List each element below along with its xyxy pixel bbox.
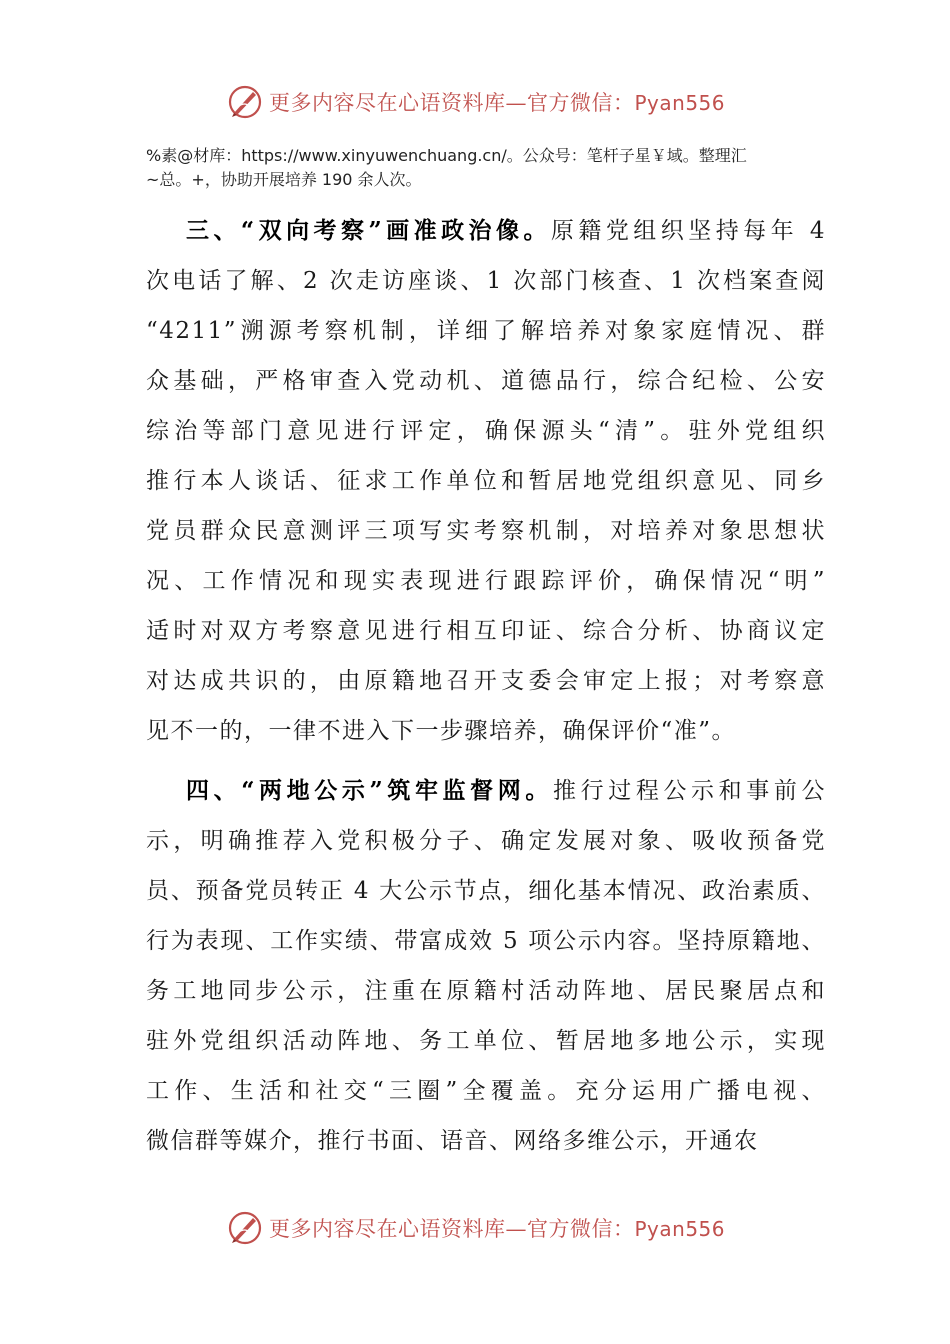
wechat-id: Pyan556 [634,91,725,115]
section-3-heading: 三、“双向考察”画准政治像。 [186,217,551,244]
section-3-first-line: 三、“双向考察”画准政治像。原籍党组织坚持每年 4 [186,217,826,244]
pen-logo-icon [225,82,265,122]
paragraph-line: 示，明确推荐入党积极分子、确定发展对象、吸收预备党 [146,828,826,854]
paragraph-line: 综治等部门意见进行评定，确保源头“清”。驻外党组织 [146,418,826,444]
paragraph-line: “4211”溯源考察机制，详细了解培养对象家庭情况、群 [146,318,826,344]
paragraph-line: 党员群众民意测评三项写实考察机制，对培养对象思想状 [146,518,826,544]
section-3 [146,206,826,756]
section-4 [146,766,826,1166]
paragraph-line: 众基础，严格审查入党动机、道德品行，综合纪检、公安 [146,368,826,394]
paragraph-line: 况、工作情况和现实表现进行跟踪评价，确保情况“明” [146,568,826,594]
paragraph-line: 适时对双方考察意见进行相互印证、综合分析、协商议定 [146,618,826,644]
header-note-line: %素@材库：https://www.xinyuwenchuang.cn/。公众号：笔杆子星￥域。整理汇 [146,146,747,165]
paragraph-line: 行为表现、工作实绩、带富成效 5 项公示内容。坚持原籍地、 [146,928,826,954]
section-4-first-line: 四、“两地公示”筑牢监督网。推行过程公示和事前公 [186,777,826,804]
header-note [146,144,826,192]
section-4-heading: 四、“两地公示”筑牢监督网。 [186,777,553,804]
footer-banner [0,1208,950,1248]
pen-logo-icon [225,1208,265,1248]
paragraph-line: 次电话了解、2 次走访座谈、1 次部门核查、1 次档案查阅 [146,268,826,294]
paragraph-line: 员、预备党员转正 4 大公示节点，细化基本情况、政治素质、 [146,878,826,904]
paragraph-line: 务工地同步公示，注重在原籍村活动阵地、居民聚居点和 [146,978,826,1004]
banner-text: 更多内容尽在心语资料库—官方微信：Pyan556 [268,1217,725,1241]
wechat-id: Pyan556 [634,1217,725,1241]
paragraph-line: 工作、生活和社交“三圈”全覆盖。充分运用广播电视、 [146,1078,826,1104]
header-banner [0,82,950,122]
paragraph-line: 微信群等媒介，推行书面、语音、网络多维公示，开通农 [146,1128,759,1154]
paragraph-line: 对达成共识的，由原籍地召开支委会审定上报；对考察意 [146,668,826,694]
paragraph-line: 推行本人谈话、征求工作单位和暂居地党组织意见、同乡 [146,468,826,494]
header-note-line: ~总。+，协助开展培养 190 余人次。 [146,170,422,189]
paragraph-line: 驻外党组织活动阵地、务工单位、暂居地多地公示，实现 [146,1028,826,1054]
banner-text: 更多内容尽在心语资料库—官方微信：Pyan556 [268,91,725,115]
paragraph-line: 见不一的，一律不进入下一步骤培养，确保评价“准”。 [146,718,737,744]
